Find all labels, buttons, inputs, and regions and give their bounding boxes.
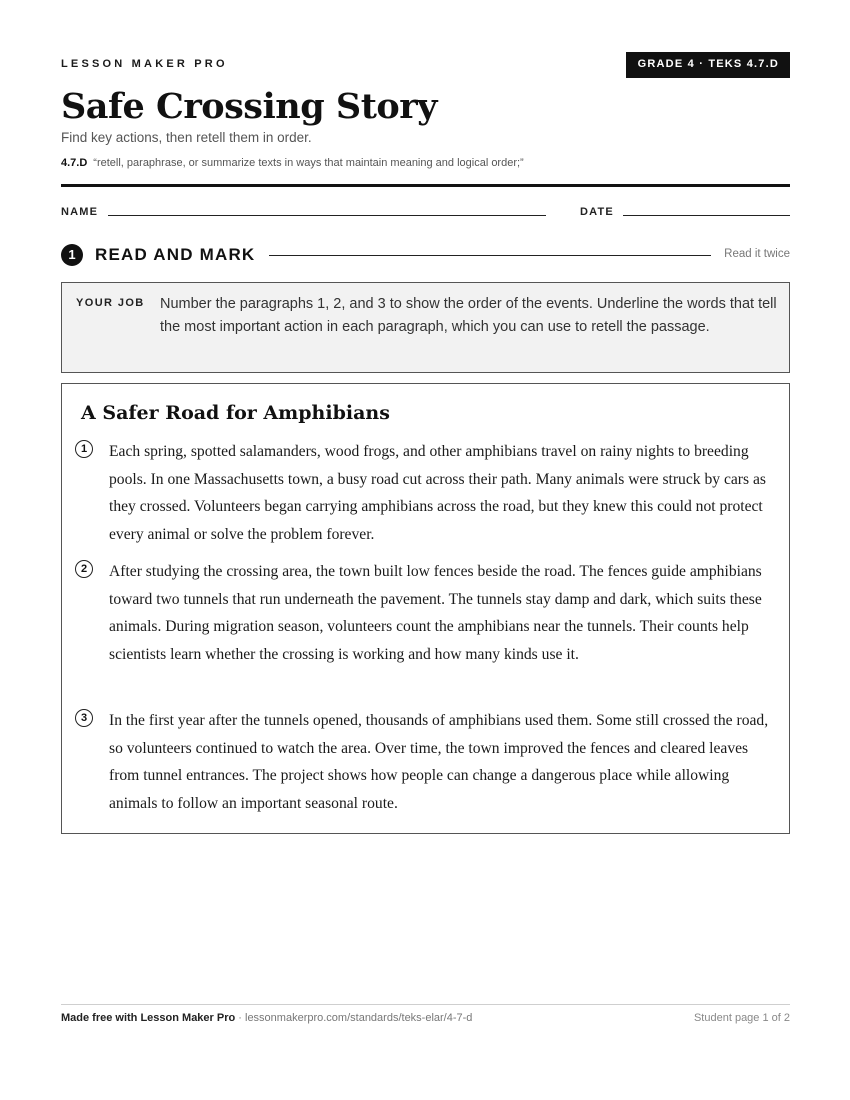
your-job-instructions: Number the paragraphs 1, 2, and 3 to show the order of the events. Underline the words that tell the most important action in each paragraph, which you can use to retell the passage. (160, 296, 777, 335)
header-divider (61, 184, 790, 187)
footer-url[interactable]: · lessonmakerpro.com/standards/teks-elar/4-7-d (235, 1012, 473, 1024)
name-date-row (61, 205, 790, 221)
footer-page-number: Student page 1 of 2 (693, 1012, 790, 1024)
paragraph-number-badge: 3 (75, 709, 93, 727)
paragraph-text: In the first year after the tunnels opened, thousands of amphibians used them. Some still crossed the road, so volunteers continued to watch the area. Over time, the town improved the fences and cleared leaves from tunnel entrances. The project shows how people can change a dangerous place while allowing animals to follow an important seasonal route. (109, 712, 769, 812)
standard-line (61, 157, 524, 169)
footer-divider (61, 1004, 790, 1005)
paragraph-number-badge: 2 (75, 560, 93, 578)
paragraph-text: Each spring, spotted salamanders, wood frogs, and other amphibians travel on rainy nights to breeding pools. In one Massachusetts town, a busy road cut across their path. Many animals were struck by cars as they crossed. Volunteers began carrying amphibians across the road, but they knew this could not protect every animal or solve the problem forever. (109, 443, 766, 543)
header-bar (61, 52, 790, 80)
section-number-badge: 1 (61, 244, 83, 266)
date-field[interactable] (623, 215, 790, 216)
page-title: Safe Crossing Story (61, 86, 437, 127)
your-job-label: YOUR JOB (76, 297, 145, 309)
page-subtitle: Find key actions, then retell them in order. (61, 130, 312, 145)
standard-text: “retell, paraphrase, or summarize texts in ways that maintain meaning and logical order;” (93, 157, 524, 169)
footer-credit (61, 1012, 472, 1024)
standard-code: 4.7.D (61, 157, 88, 169)
passage-box (61, 383, 790, 834)
paragraph-text: After studying the crossing area, the town built low fences beside the road. The fences guide amphibians toward two tunnels that run underneath the pavement. The tunnels stay damp and dark, which suits these animals. During migration season, volunteers count the amphibians near the tunnels. Their counts help scientists learn whether the crossing is working and how many kinds use it. (109, 563, 762, 663)
name-label: NAME (61, 206, 99, 218)
footer-brand: Made free with Lesson Maker Pro (61, 1012, 236, 1024)
section-note: Read it twice (724, 248, 790, 260)
worksheet-page (61, 0, 790, 1100)
date-label: DATE (580, 206, 614, 218)
brand-name: LESSON MAKER PRO (61, 58, 228, 70)
section-header (61, 243, 790, 267)
your-job-box (61, 282, 790, 373)
paragraph-number-badge: 1 (75, 440, 93, 458)
grade-badge: GRADE 4 · TEKS 4.7.D (626, 52, 790, 78)
section-title: READ AND MARK (95, 245, 256, 264)
passage-title: A Safer Road for Amphibians (81, 402, 390, 424)
section-rule (269, 255, 711, 256)
name-field[interactable] (108, 215, 546, 216)
